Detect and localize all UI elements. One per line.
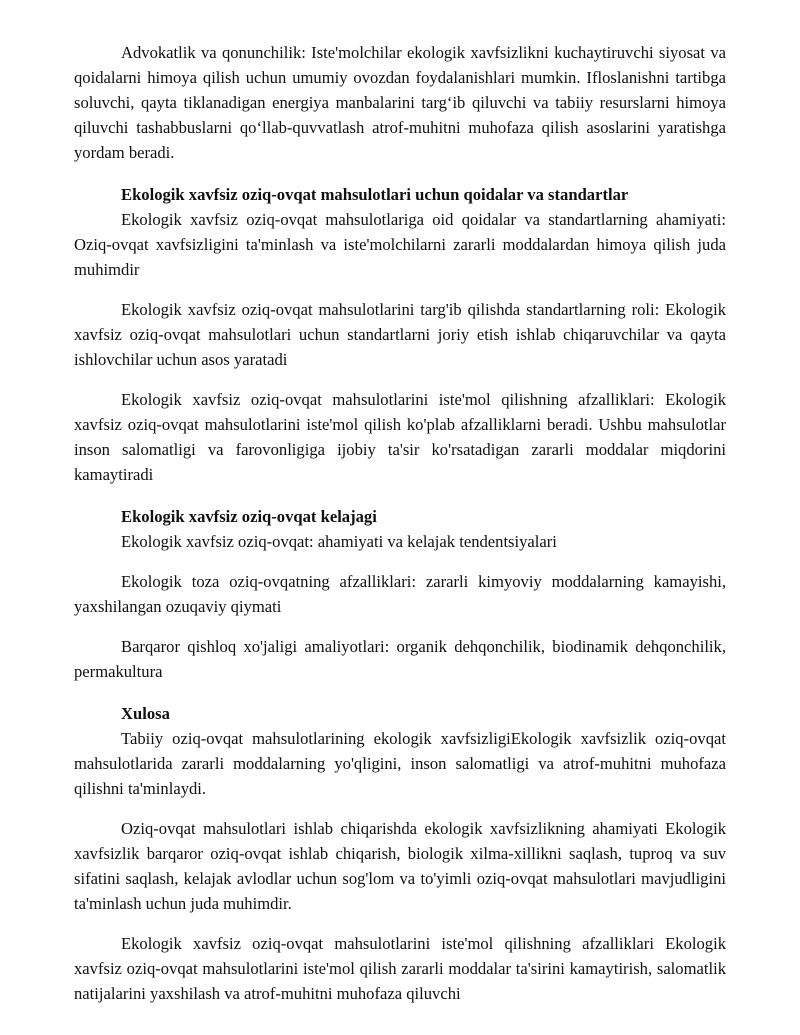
rules-heading: Ekologik xavfsiz oziq-ovqat mahsulotlari uchun qoidalar va standartlar — [121, 185, 629, 204]
intro-paragraph: Advokatlik va qonunchilik: Iste'molchilar ekologik xavfsizlikni kuchaytiruvchi siyosat va qoidalarni himoya qilish uchun umumiy ovozdan foydalanishlari mumkin. Ifloslanishni tartibga soluvchi, qayta tiklanadigan energiya manbalarini targ‘ib qiluvchi va tabiiy resurslarni himoya qiluvchi tashabbuslarni qo‘llab-quvvatlash atrof-muhitni muhofaza qilish asoslarini yaratishga yordam beradi. — [74, 43, 726, 162]
conclusion-heading: Xulosa — [121, 704, 170, 723]
rules-paragraph-2: Ekologik xavfsiz oziq-ovqat mahsulotlarini targ'ib qilishda standartlarning roli: Ekologik xavfsiz oziq-ovqat mahsulotlari uchun standartlarni joriy etish ishlab chiqaruvchilar va qayta ishlovchilar uchun asos yaratadi — [74, 300, 726, 369]
conclusion-paragraph-3: Ekologik xavfsiz oziq-ovqat mahsulotlarini iste'mol qilishning afzalliklari Ekologik xavfsiz oziq-ovqat mahsulotlarini iste'mol qilish zararli moddalar ta'sirini kamaytirish, salomatlik natijalarini yaxshilash va atrof-muhitni muhofaza qiluvchi — [74, 934, 726, 1003]
future-paragraph-2: Ekologik toza oziq-ovqatning afzalliklari: zararli kimyoviy moddalarning kamayishi, yaxshilangan ozuqaviy qiymati — [74, 572, 726, 616]
future-paragraph-1: Ekologik xavfsiz oziq-ovqat: ahamiyati va kelajak tendentsiyalari — [121, 532, 557, 551]
rules-paragraph-3: Ekologik xavfsiz oziq-ovqat mahsulotlarini iste'mol qilishning afzalliklari: Ekologik xavfsiz oziq-ovqat mahsulotlarini iste'mol qilish ko'plab afzalliklarni beradi. Ushbu mahsulotlar inson salomatligi va farovonligiga ijobiy ta'sir ko'rsatadigan zararli moddalar miqdorini kamaytiradi — [74, 390, 726, 484]
future-paragraph-3: Barqaror qishloq xo'jaligi amaliyotlari: organik dehqonchilik, biodinamik dehqonchilik, permakultura — [74, 637, 726, 681]
future-heading: Ekologik xavfsiz oziq-ovqat kelajagi — [121, 507, 377, 526]
conclusion-paragraph-2: Oziq-ovqat mahsulotlari ishlab chiqarishda ekologik xavfsizlikning ahamiyati Ekologik xavfsizlik barqaror oziq-ovqat ishlab chiqarish, biologik xilma-xillikni saqlash, tuproq va suv sifatini saqlash, kelajak avlodlar uchun sog'lom va to'yimli oziq-ovqat mahsulotlari mavjudligini ta'minlash uchun juda muhimdir. — [74, 819, 726, 913]
conclusion-paragraph-1: Tabiiy oziq-ovqat mahsulotlarining ekologik xavfsizligiEkologik xavfsizlik oziq-ovqat mahsulotlarida zararli moddalarning yo'qligini, inson salomatligi va atrof-muhitni muhofaza qilishni ta'minlaydi. — [74, 729, 726, 798]
rules-paragraph-1: Ekologik xavfsiz oziq-ovqat mahsulotlariga oid qoidalar va standartlarning ahamiyati: Oziq-ovqat xavfsizligini ta'minlash va iste'molchilarni zararli moddalardan himoya qilish juda muhimdir — [74, 210, 726, 279]
document-page — [74, 40, 726, 1006]
